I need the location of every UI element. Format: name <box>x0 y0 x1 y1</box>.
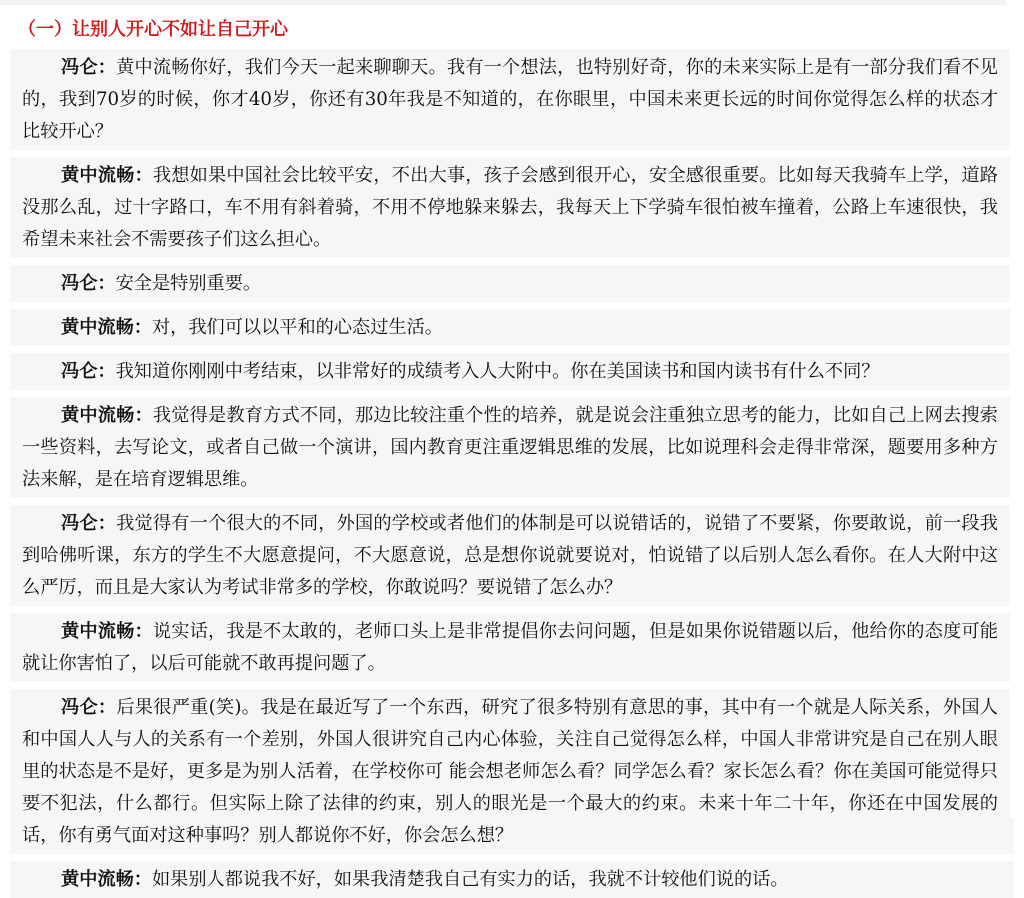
dialogue-paragraph <box>10 352 1014 390</box>
scrollbar[interactable] <box>1010 0 1024 818</box>
speaker-name: 冯仑： <box>61 361 116 382</box>
dialogue-paragraph <box>10 860 1014 898</box>
section-title: （一）让别人开心不如让自己开心 <box>18 19 288 40</box>
dialogue-text: 我想如果中国社会比较平安，不出大事，孩子会感到很开心，安全感很重要。比如每天我骑车上学，道路没那么乱，过十字路口，车不用有斜着骑，不用不停地躲来躲去，我每天上下学骑车很怕被车撞着，公路上车速很快，我希望未来社会不需要孩子们这么担心。 <box>22 165 998 250</box>
dialogue-text: 安全是特别重要。 <box>115 273 262 294</box>
dialogue-paragraph <box>10 396 1014 498</box>
dialogue-text: 说实话，我是不太敢的，老师口头上是非常提倡你去问问题，但是如果你说错题以后，他给你的态度可能就让你害怕了，以后可能就不敢再提问题了。 <box>22 621 998 674</box>
speaker-name: 黄中流畅： <box>61 621 153 642</box>
speaker-name: 冯仑： <box>61 57 117 78</box>
dialogue-paragraph <box>10 156 1014 258</box>
dialogue-paragraph <box>10 308 1014 346</box>
dialogue-text: 如果别人都说我不好，如果我清楚我自己有实力的话，我就不计较他们说的话。 <box>151 869 789 890</box>
dialogue-text: 我知道你刚刚中考结束，以非常好的成绩考入人大附中。你在美国读书和国内读书有什么不同？ <box>115 361 880 382</box>
dialogue-paragraph <box>10 504 1014 606</box>
dialogue-text: 我觉得有一个很大的不同，外国的学校或者他们的体制是可以说错话的，说错了不要紧，你要敢说，前一段我到哈佛听课，东方的学生不大愿意提问，不大愿意说，总是想你说就要说对，怕说错了以后别人怎么看你。在人大附中这么严厉，而且是大家认为考试非常多的学校，你敢说吗？要说错了怎么办？ <box>22 513 998 598</box>
top-divider <box>0 0 1006 5</box>
speaker-name: 黄中流畅： <box>61 165 153 186</box>
speaker-name: 黄中流畅： <box>61 869 152 890</box>
speaker-name: 黄中流畅： <box>61 405 153 426</box>
speaker-name: 冯仑： <box>61 273 116 294</box>
dialogue-text: 我觉得是教育方式不同，那边比较注重个性的培养，就是说会注重独立思考的能力，比如自己上网去搜索一些资料，去写论文，或者自己做一个演讲，国内教育更注重逻辑思维的发展，比如说理科会走得非常深，题要用多种方法来解，是在培育逻辑思维。 <box>22 405 998 490</box>
dialogue-paragraph <box>10 264 1014 302</box>
dialogue-paragraph <box>10 612 1014 682</box>
speaker-name: 冯仑： <box>61 697 117 718</box>
dialogue-text: 对，我们可以以平和的心态过生活。 <box>151 317 443 338</box>
dialogue-text: 黄中流畅你好，我们今天一起来聊聊天。我有一个想法，也特别好奇，你的未来实际上是有一部分我们看不见的，我到70岁的时候，你才40岁，你还有30年我是不知道的，在你眼里，中国未来更长远的时间你觉得怎么样的状态才比较开心？ <box>22 57 998 142</box>
dialogue-paragraph <box>10 688 1014 854</box>
speaker-name: 冯仑： <box>61 513 117 534</box>
speaker-name: 黄中流畅： <box>61 317 152 338</box>
dialogue-paragraph <box>10 48 1014 150</box>
dialogue-text: 后果很严重(笑)。我是在最近写了一个东西，研究了很多特别有意思的事，其中有一个就是人际关系，外国人和中国人人与人的关系有一个差别，外国人很讲究自己内心体验，关注自己觉得怎么样，中国人非常讲究是自己在别人眼里的状态是不是好，更多是为别人活着，在学校你可 能会想老师怎么看？同学怎么看？家长怎么看？你在美国可能觉得只要不犯法，什么都行。但实际上除了法律的约束，别人的眼光是一个最大的约束。未来十年二十年，你还在中国发展的话，你有勇气面对这种事吗？别人都说你不好，你会怎么想？ <box>22 697 998 846</box>
